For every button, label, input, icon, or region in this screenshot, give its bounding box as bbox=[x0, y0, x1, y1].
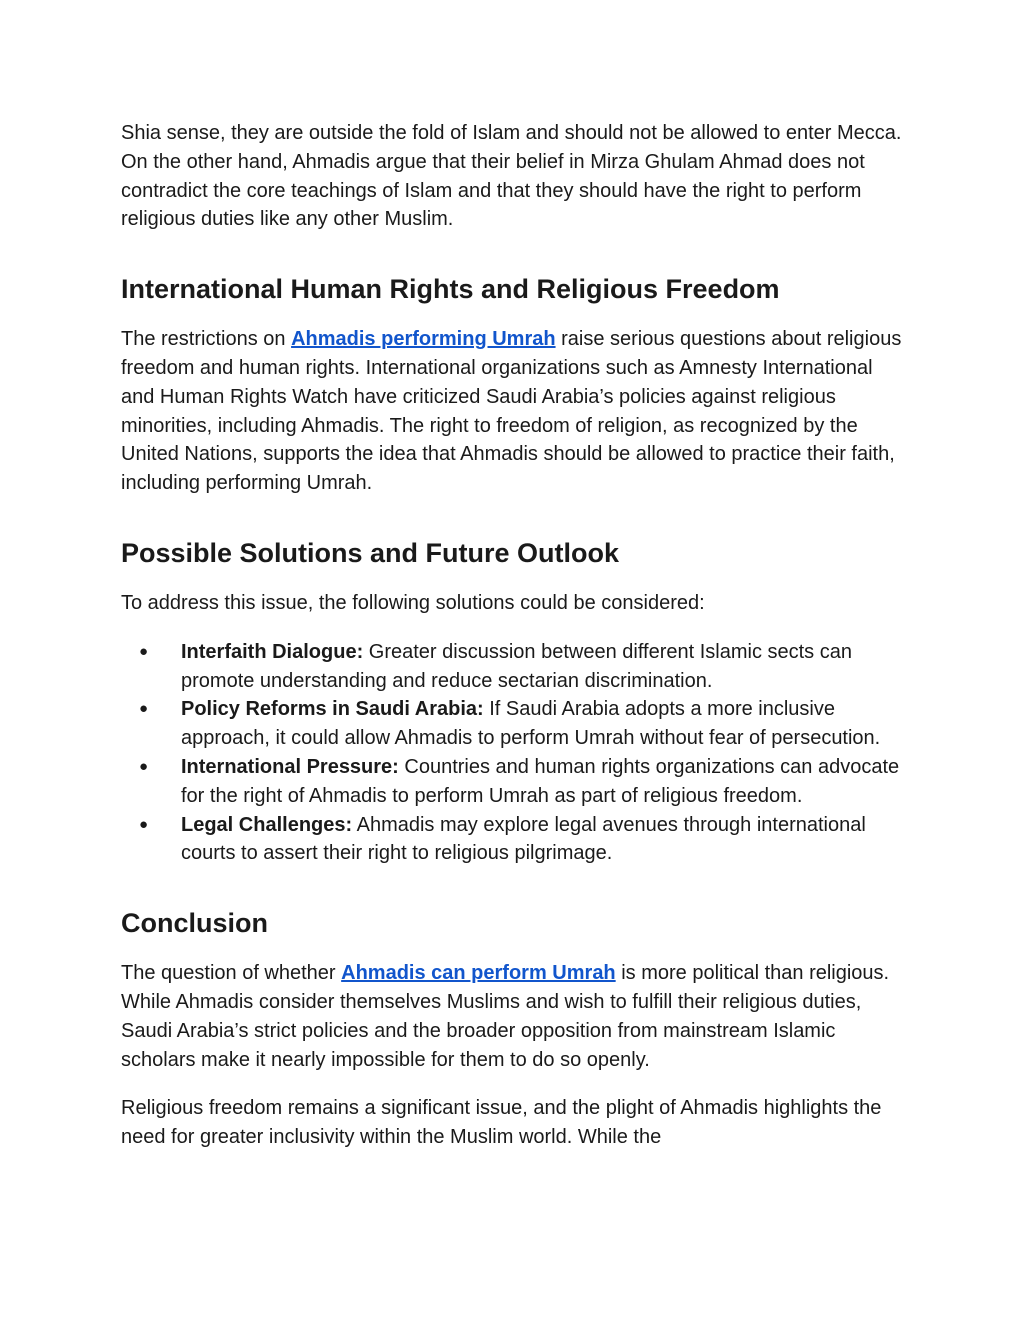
list-item bbox=[121, 638, 911, 696]
section-heading-conclusion: Conclusion bbox=[121, 908, 268, 939]
list-item-text: Countries and human rights organizations can advocate for the right of Ahmadis to perform Umrah as part of religious freedom. bbox=[181, 755, 900, 807]
list-item-title: Legal Challenges: bbox=[181, 813, 353, 836]
ahmadis-performing-umrah-link[interactable]: Ahmadis performing Umrah bbox=[291, 328, 556, 351]
list-item-title: Interfaith Dialogue: bbox=[181, 640, 364, 663]
rights-text-before-link: The restrictions on bbox=[121, 328, 292, 351]
list-item-text: Greater discussion between different Islamic sects can promote understanding and reduce sectarian discrimination. bbox=[181, 640, 852, 692]
list-item-text: Ahmadis may explore legal avenues through international courts to assert their right to religious pilgrimage. bbox=[181, 813, 866, 865]
conclusion-paragraph-1 bbox=[121, 959, 911, 1074]
list-item-text: If Saudi Arabia adopts a more inclusive approach, it could allow Ahmadis to perform Umrah without fear of persecution. bbox=[181, 698, 881, 750]
bullet-icon: ● bbox=[139, 757, 149, 775]
ahmadis-can-perform-umrah-link[interactable]: Ahmadis can perform Umrah bbox=[341, 962, 616, 985]
list-item bbox=[121, 695, 911, 753]
conclusion-text-after-link: is more political than religious. While Ahmadis consider themselves Muslims and wish to fulfill their religious duties, Saudi Arabia’s strict policies and the broader opposition from mainstream Islamic scholars make it nearly impossible for them to do so openly. bbox=[121, 962, 890, 1071]
section-heading-solutions: Possible Solutions and Future Outlook bbox=[121, 537, 620, 568]
bullet-icon: ● bbox=[139, 700, 149, 718]
document-page bbox=[121, 119, 911, 1152]
solutions-list bbox=[121, 638, 911, 868]
solutions-intro-paragraph: To address this issue, the following solutions could be considered: bbox=[121, 591, 705, 614]
conclusion-paragraph-2: Religious freedom remains a significant issue, and the plight of Ahmadis highlights the need for greater inclusivity within the Muslim world. While the bbox=[121, 1097, 882, 1149]
list-item-title: International Pressure: bbox=[181, 755, 399, 778]
list-item bbox=[121, 753, 911, 811]
bullet-icon: ● bbox=[139, 642, 149, 660]
list-item-title: Policy Reforms in Saudi Arabia: bbox=[181, 698, 484, 721]
conclusion-text-before-link: The question of whether bbox=[121, 962, 342, 985]
section-heading-rights: International Human Rights and Religious Freedom bbox=[121, 274, 780, 305]
intro-paragraph: Shia sense, they are outside the fold of Islam and should not be allowed to enter Mecca. On the other hand, Ahmadis argue that their belief in Mirza Ghulam Ahmad does not contradict the core teachings of Islam and that they should have the right to perform religious duties like any other Muslim. bbox=[121, 122, 902, 231]
list-item bbox=[121, 811, 911, 869]
rights-paragraph bbox=[121, 325, 911, 498]
bullet-icon: ● bbox=[139, 815, 149, 833]
rights-text-after-link: raise serious questions about religious freedom and human rights. International organizations such as Amnesty International and Human Rights Watch have criticized Saudi Arabia’s policies against religious minorities, including Ahmadis. The right to freedom of religion, as recognized by the United Nations, supports the idea that Ahmadis should be allowed to practice their faith, including performing Umrah. bbox=[121, 328, 902, 495]
